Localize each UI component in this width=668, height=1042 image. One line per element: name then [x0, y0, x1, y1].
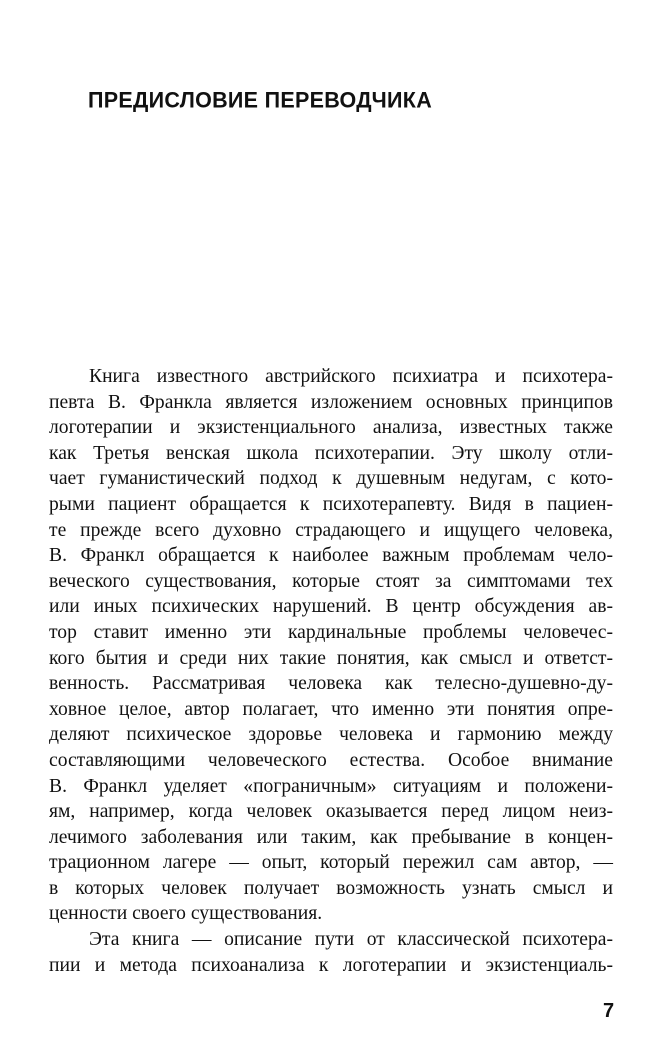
text-line: В. Франкл обращается к наиболее важным проблемам чело-: [49, 545, 613, 567]
text-line: деляют психическое здоровье человека и гармонию между: [49, 724, 613, 746]
body-text: [49, 364, 613, 978]
text-line: те прежде всего духовно страдающего и ищущего человека,: [49, 519, 613, 541]
text-line: пии и метода психоанализа к логотерапии и экзистенциаль-: [49, 954, 613, 976]
text-line: логотерапии и экзистенциального анализа, известных также: [49, 417, 613, 439]
text-line: в которых человек получает возможность узнать смысл и: [49, 877, 613, 899]
page-title: ПРЕДИСЛОВИЕ ПЕРЕВОДЧИКА: [88, 87, 433, 113]
text-line: тор ставит именно эти кардинальные проблемы человечес-: [49, 621, 613, 643]
text-line: чает гуманистический подход к душевным недугам, с кото-: [49, 468, 613, 490]
text-line: венность. Рассматривая человека как телесно-душевно-ду-: [49, 673, 613, 695]
text-line: или иных психических нарушений. В центр обсуждения ав-: [49, 596, 613, 618]
text-line: веческого существования, которые стоят за симптомами тех: [49, 570, 613, 592]
text-line: ям, например, когда человек оказывается перед лицом неиз-: [49, 801, 613, 823]
text-line: В. Франкл уделяет «пограничным» ситуациям и положени-: [49, 775, 613, 797]
text-line: Книга известного австрийского психиатра и психотера-: [89, 366, 613, 387]
text-line: певта В. Франкла является изложением основных принципов: [49, 391, 613, 413]
text-line: как Третья венская школа психотерапии. Эту школу отли-: [49, 442, 613, 464]
text-line: трационном лагере — опыт, который пережил сам автор, —: [49, 852, 613, 874]
text-line: составляющими человеческого естества. Особое внимание: [49, 749, 613, 771]
text-line: кого бытия и среди них такие понятия, как смысл и ответст-: [49, 647, 613, 669]
text-line: Эта книга — описание пути от классической психотера-: [89, 929, 613, 951]
text-line: ховное целое, автор полагает, что именно эти понятия опре-: [49, 698, 613, 720]
text-line: ценности своего существования.: [49, 903, 323, 925]
text-line: рыми пациент обращается к психотерапевту. Видя в пациен-: [49, 493, 613, 515]
text-line: лечимого заболевания или таким, как пребывание в концен-: [49, 826, 613, 848]
page-number: 7: [603, 1000, 615, 1022]
